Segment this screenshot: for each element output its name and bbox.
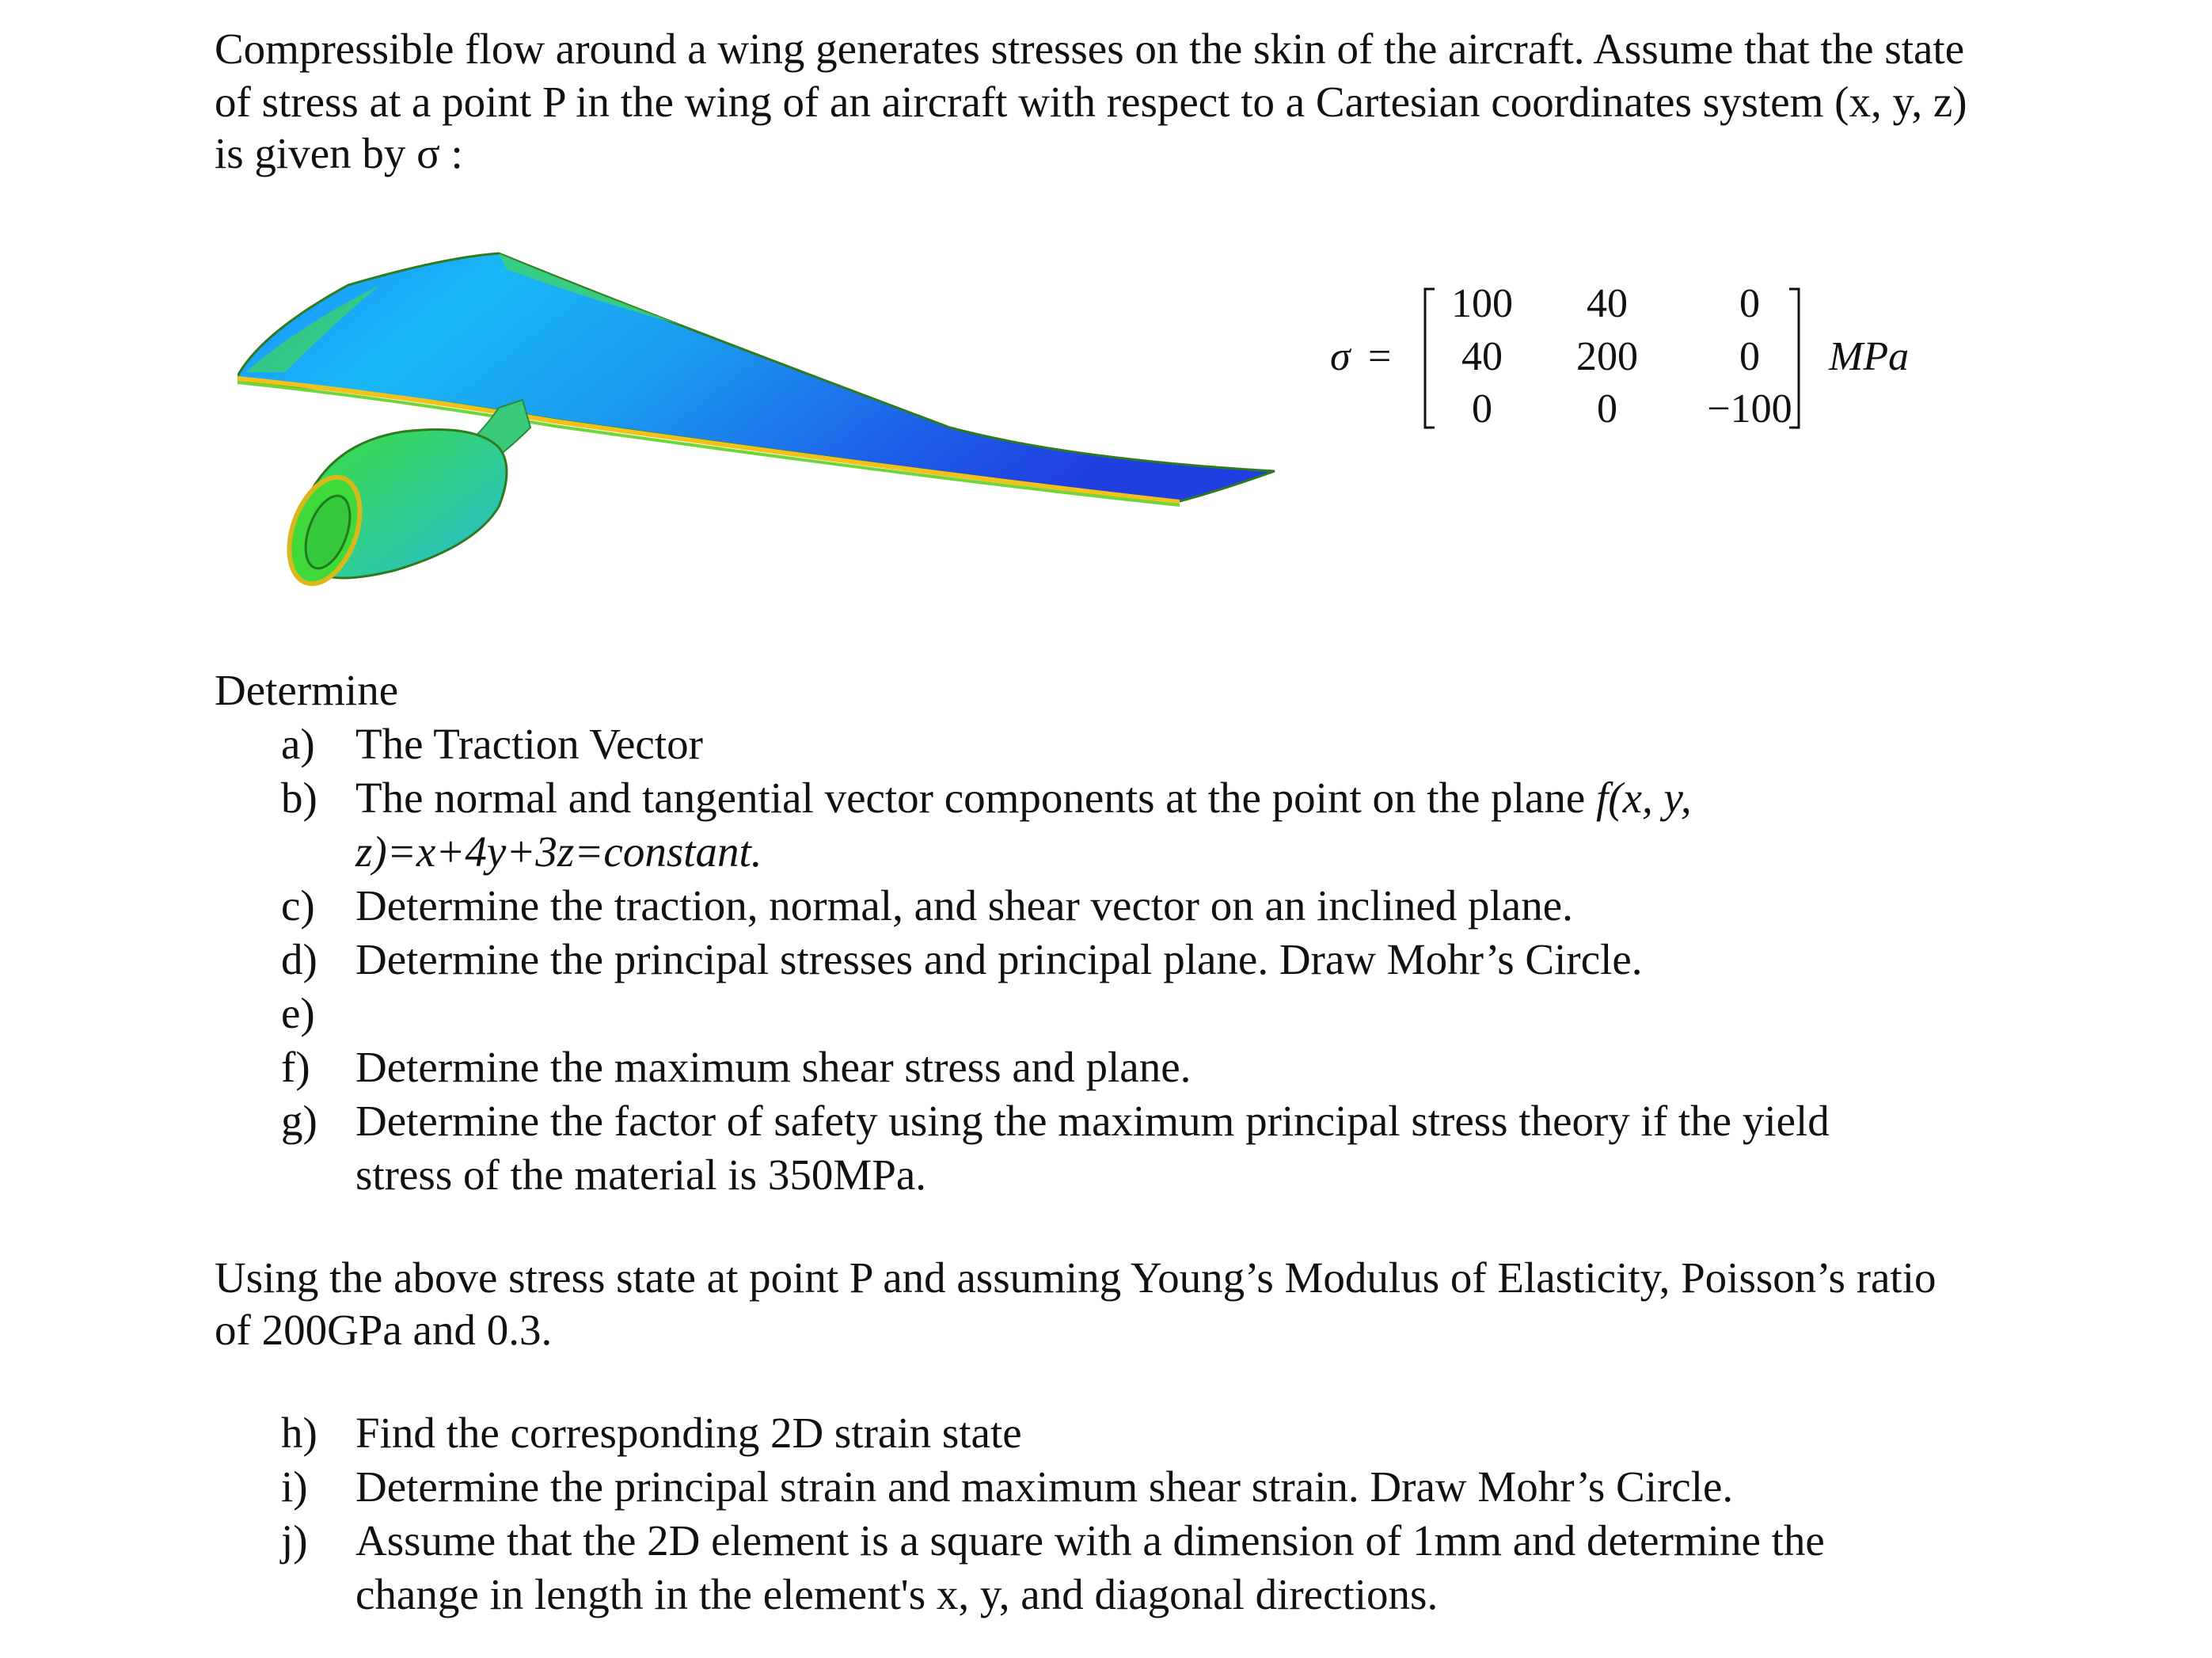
matrix-cell: 100 — [1451, 281, 1513, 326]
item-label: f) — [281, 1043, 310, 1091]
item-text-continued: change in length in the element's x, y, and diagonal directions. — [355, 1570, 1439, 1618]
sigma-symbol: σ — [1330, 334, 1351, 379]
intro-line-3: is given by σ : — [215, 129, 463, 177]
matrix-cell: 0 — [1739, 281, 1760, 326]
item-label: e) — [281, 989, 315, 1037]
determine-heading: Determine — [215, 666, 399, 714]
item-text: The normal and tangential vector components at the point on the plane — [355, 774, 1586, 822]
matrix-cell: 0 — [1597, 386, 1617, 432]
item-label: b) — [281, 774, 317, 822]
equals-sign: = — [1368, 334, 1392, 379]
item-label: d) — [281, 935, 317, 983]
item-text: The Traction Vector — [355, 720, 703, 768]
wing-stress-figure — [238, 238, 1290, 633]
matrix-cell: 200 — [1576, 334, 1638, 379]
left-bracket — [1425, 289, 1435, 428]
matrix-cell: 40 — [1587, 281, 1628, 326]
intro-line-1: Compressible flow around a wing generates stresses on the skin of the aircraft. Assume that the state — [215, 25, 1965, 73]
unit-label: MPa — [1829, 334, 1910, 379]
item-label: g) — [281, 1097, 317, 1145]
matrix-cell: 0 — [1739, 334, 1760, 379]
item-label: a) — [281, 720, 315, 768]
matrix-cell: 0 — [1472, 386, 1492, 432]
item-text: Determine the principal strain and maximum shear strain. Draw Mohr’s Circle. — [355, 1462, 1734, 1511]
intro-line-2: of stress at a point P in the wing of an aircraft with respect to a Cartesian coordinates system (x, y, z) — [215, 78, 1967, 126]
item-text-continued: z)=x+4y+3z=constant. — [355, 827, 762, 876]
item-text: Assume that the 2D element is a square with a dimension of 1mm and determine the — [355, 1516, 1825, 1565]
item-label: i) — [281, 1462, 308, 1511]
item-label: j) — [281, 1516, 308, 1565]
item-text-continued: stress of the material is 350MPa. — [355, 1150, 926, 1199]
item-text: Determine the principal stresses and principal plane. Draw Mohr’s Circle. — [355, 935, 1643, 983]
matrix-cell: −100 — [1707, 386, 1792, 432]
item-label: h) — [281, 1409, 317, 1457]
stress-matrix — [1330, 269, 1948, 443]
strain-intro-line-2: of 200GPa and 0.3. — [215, 1306, 553, 1354]
item-text: Determine the maximum shear stress and plane. — [355, 1043, 1192, 1091]
item-label: c) — [281, 881, 315, 930]
strain-intro-line-1: Using the above stress state at point P and assuming Young’s Modulus of Elasticity, Poisson’s ratio — [215, 1253, 1936, 1302]
matrix-cell: 40 — [1461, 334, 1503, 379]
item-text: Determine the traction, normal, and shear vector on an inclined plane. — [355, 881, 1573, 930]
item-text: Find the corresponding 2D strain state — [355, 1409, 1022, 1457]
item-text-italic: f(x, y, — [1596, 774, 1692, 822]
item-text: Determine the factor of safety using the maximum principal stress theory if the yield — [355, 1097, 1830, 1145]
